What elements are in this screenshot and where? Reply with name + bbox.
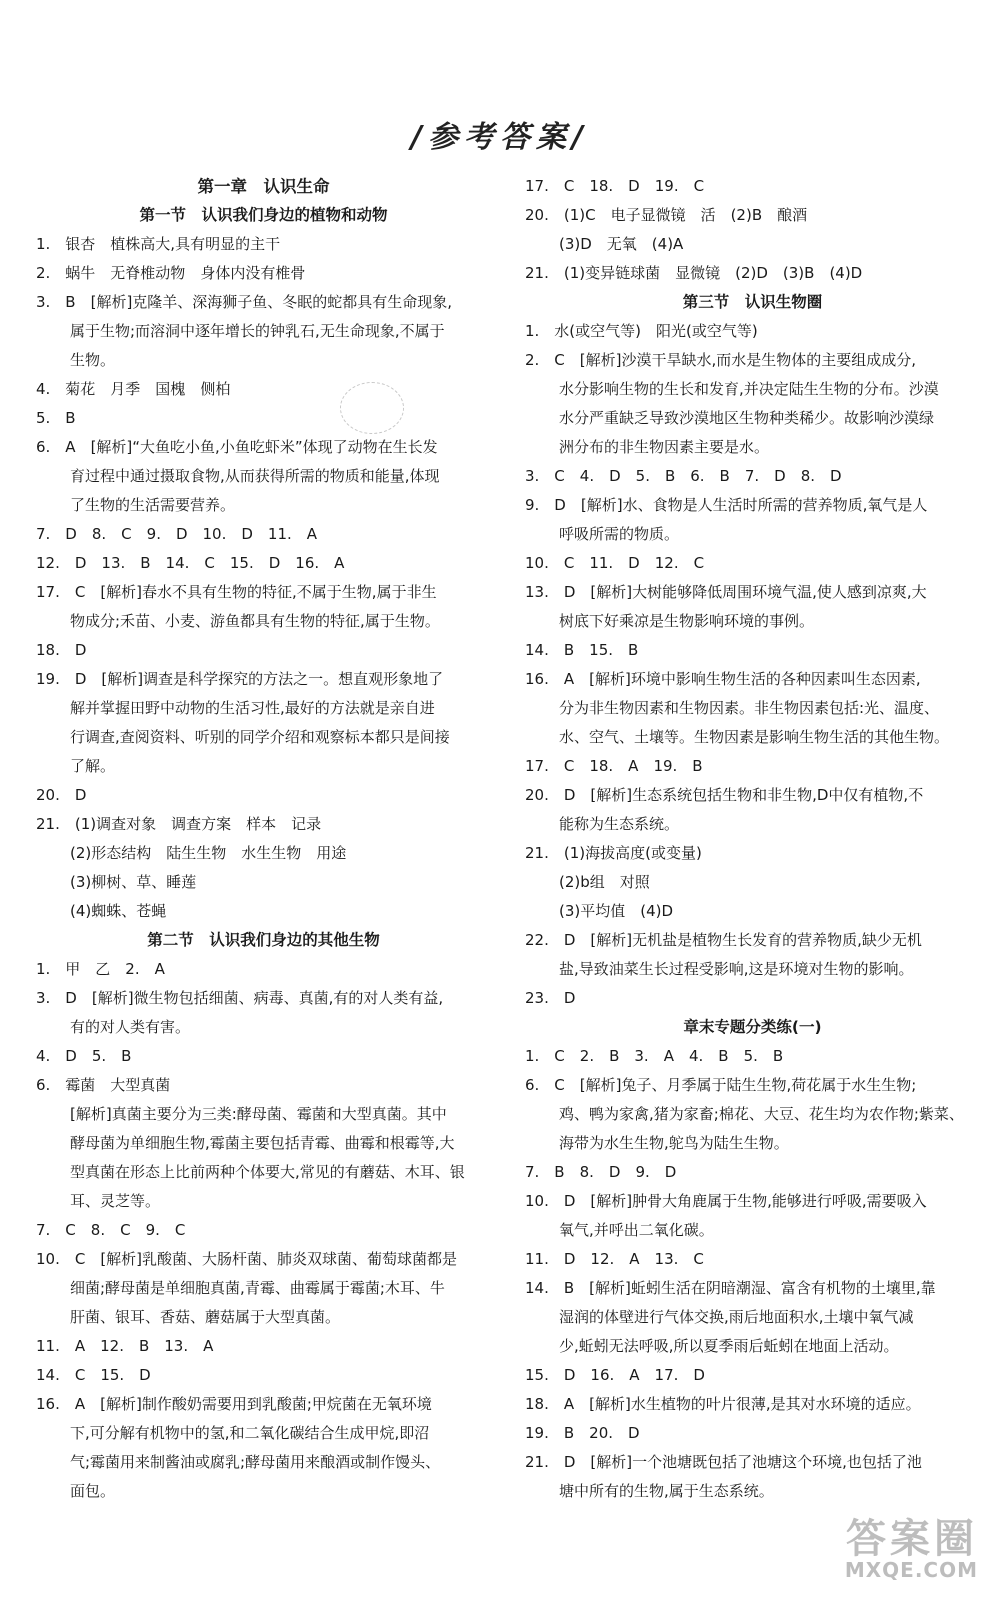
- answer-line: 盐,导致油菜生长过程受影响,这是环境对生物的影响。: [559, 960, 914, 978]
- answer-line: 鸡、鸭为家禽,猪为家畜;棉花、大豆、花生均为农作物;紫菜、: [559, 1105, 964, 1123]
- answer-line: (3)柳树、草、睡莲: [70, 873, 197, 891]
- answer-line: 18. A [解析]水生植物的叶片很薄,是其对水环境的适应。: [525, 1395, 921, 1413]
- answer-line: 2. C [解析]沙漠干旱缺水,而水是生物体的主要组成成分,: [525, 351, 917, 369]
- answer-line: 6. 霉菌 大型真菌: [36, 1076, 171, 1094]
- answer-line: 20. D: [36, 786, 87, 804]
- answer-line: 海带为水生生物,鸵鸟为陆生生物。: [559, 1134, 789, 1152]
- answer-line: 16. A [解析]环境中影响生物生活的各种因素叫生态因素,: [525, 670, 921, 688]
- answer-line: 7. C 8. C 9. C: [36, 1221, 186, 1239]
- answer-line: 有的对人类有害。: [70, 1018, 191, 1036]
- answer-line: 少,蚯蚓无法呼吸,所以夏季雨后蚯蚓在地面上活动。: [559, 1337, 899, 1355]
- answer-line: 13. D [解析]大树能够降低周围环境气温,使人感到凉爽,大: [525, 583, 927, 601]
- answer-line: 洲分布的非生物因素主要是水。: [559, 438, 770, 456]
- answer-line: 6. A [解析]“大鱼吃小鱼,小鱼吃虾米”体现了动物在生长发: [36, 438, 438, 456]
- answer-line: 19. B 20. D: [525, 1424, 640, 1442]
- section-heading: 章末专题分类练(一): [683, 1018, 822, 1036]
- answer-line: 7. D 8. C 9. D 10. D 11. A: [36, 525, 318, 543]
- answer-line: 育过程中通过摄取食物,从而获得所需的物质和能量,体现: [70, 467, 440, 485]
- section-heading: 第一节 认识我们身边的植物和动物: [139, 206, 388, 224]
- answer-line: 14. C 15. D: [36, 1366, 151, 1384]
- answer-line: 水分影响生物的生长和发育,并决定陆生生物的分布。沙漠: [559, 380, 939, 398]
- answer-line: 21. (1)变异链球菌 显微镜 (2)D (3)B (4)D: [525, 264, 863, 282]
- answer-line: 19. D [解析]调查是科学探究的方法之一。想直观形象地了: [36, 670, 444, 688]
- answer-line: 21. (1)海拔高度(或变量): [525, 844, 702, 862]
- answer-line: 肝菌、银耳、香菇、蘑菇属于大型真菌。: [70, 1308, 341, 1326]
- answer-line: 9. D [解析]水、食物是人生活时所需的营养物质,氧气是人: [525, 496, 928, 514]
- answer-line: 型真菌在形态上比前两种个体要大,常见的有蘑菇、木耳、银: [70, 1163, 465, 1181]
- answer-line: 4. 菊花 月季 国槐 侧柏: [36, 380, 231, 398]
- answer-line: 属于生物;而溶洞中逐年增长的钟乳石,无生命现象,不属于: [70, 322, 445, 340]
- answer-line: 21. (1)调查对象 调查方案 样本 记录: [36, 815, 322, 833]
- answer-line: 7. B 8. D 9. D: [525, 1163, 677, 1181]
- answer-line: 面包。: [70, 1482, 116, 1500]
- answer-column-right: [525, 172, 980, 1506]
- section-heading: 第一章 认识生命: [197, 177, 330, 196]
- answer-line: 氧气,并呼出二氧化碳。: [559, 1221, 714, 1239]
- answer-line: 解并掌握田野中动物的生活习性,最好的方法就是亲自进: [70, 699, 435, 717]
- answer-line: 16. A [解析]制作酸奶需要用到乳酸菌;甲烷菌在无氧环境: [36, 1395, 432, 1413]
- answer-line: 分为非生物因素和生物因素。非生物因素包括:光、温度、: [559, 699, 940, 717]
- answer-column-left: [36, 172, 491, 1506]
- answer-line: [解析]真菌主要分为三类:酵母菌、霉菌和大型真菌。其中: [70, 1105, 447, 1123]
- answer-line: 10. C 11. D 12. C: [525, 554, 705, 572]
- watermark-url: MXQE.COM: [844, 1558, 978, 1582]
- answer-line: 17. C [解析]春水不具有生物的特征,不属于生物,属于非生: [36, 583, 437, 601]
- answer-line: 12. D 13. B 14. C 15. D 16. A: [36, 554, 345, 572]
- answer-line: 6. C [解析]兔子、月季属于陆生生物,荷花属于水生生物;: [525, 1076, 917, 1094]
- answer-line: 湿润的体壁进行气体交换,雨后地面积水,土壤中氧气减: [559, 1308, 914, 1326]
- answer-line: 10. D [解析]肿骨大角鹿属于生物,能够进行呼吸,需要吸入: [525, 1192, 927, 1210]
- answer-line: 21. D [解析]一个池塘既包括了池塘这个环境,也包括了池: [525, 1453, 922, 1471]
- answer-line: 11. D 12. A 13. C: [525, 1250, 704, 1268]
- answer-line: 1. C 2. B 3. A 4. B 5. B: [525, 1047, 784, 1065]
- answer-line: (3)D 无氧 (4)A: [559, 235, 684, 253]
- section-heading: 第三节 认识生物圈: [682, 293, 823, 311]
- answer-line: (2)b组 对照: [559, 873, 650, 891]
- answer-line: 5. B: [36, 409, 76, 427]
- answer-line: 14. B 15. B: [525, 641, 639, 659]
- answer-line: 17. C 18. A 19. B: [525, 757, 703, 775]
- answer-line: 下,可分解有机物中的氢,和二氧化碳结合生成甲烷,即沼: [70, 1424, 430, 1442]
- answer-line: 10. C [解析]乳酸菌、大肠杆菌、肺炎双球菌、葡萄球菌都是: [36, 1250, 458, 1268]
- answer-line: 20. (1)C 电子显微镜 活 (2)B 酿酒: [525, 206, 808, 224]
- answer-line: 3. D [解析]微生物包括细菌、病毒、真菌,有的对人类有益,: [36, 989, 444, 1007]
- answer-line: 生物。: [70, 351, 116, 369]
- answer-line: (4)蜘蛛、苍蝇: [70, 902, 167, 920]
- answer-line: (3)平均值 (4)D: [559, 902, 674, 920]
- answer-line: (2)形态结构 陆生生物 水生生物 用途: [70, 844, 347, 862]
- answer-line: 11. A 12. B 13. A: [36, 1337, 214, 1355]
- answer-line: 细菌;酵母菌是单细胞真菌,青霉、曲霉属于霉菌;木耳、牛: [70, 1279, 445, 1297]
- answer-line: 17. C 18. D 19. C: [525, 177, 705, 195]
- answer-line: 塘中所有的生物,属于生态系统。: [559, 1482, 774, 1500]
- stamp-seal: [340, 382, 404, 434]
- answer-line: 20. D [解析]生态系统包括生物和非生物,D中仅有植物,不: [525, 786, 924, 804]
- section-heading: 第二节 认识我们身边的其他生物: [147, 931, 380, 949]
- answer-line: 2. 蜗牛 无脊椎动物 身体内没有椎骨: [36, 264, 306, 282]
- answer-line: 1. 银杏 植株高大,具有明显的主干: [36, 235, 281, 253]
- answer-line: 了解。: [70, 757, 116, 775]
- answer-line: 4. D 5. B: [36, 1047, 132, 1065]
- answer-line: 能称为生态系统。: [559, 815, 680, 833]
- answer-line: 1. 水(或空气等) 阳光(或空气等): [525, 322, 758, 340]
- answer-line: 23. D: [525, 989, 576, 1007]
- answer-line: 酵母菌为单细胞生物,霉菌主要包括青霉、曲霉和根霉等,大: [70, 1134, 455, 1152]
- answer-line: 3. C 4. D 5. B 6. B 7. D 8. D: [525, 467, 842, 485]
- answer-line: 水分严重缺乏导致沙漠地区生物种类稀少。故影响沙漠绿: [559, 409, 935, 427]
- answer-line: 了生物的生活需要营养。: [70, 496, 236, 514]
- watermark-logo-text: 答案圈: [846, 1516, 978, 1562]
- answer-line: 14. B [解析]蚯蚓生活在阴暗潮湿、富含有机物的土壤里,靠: [525, 1279, 936, 1297]
- site-watermark: [788, 1518, 978, 1580]
- answer-line: 1. 甲 乙 2. A: [36, 960, 165, 978]
- answer-line: 呼吸所需的物质。: [559, 525, 680, 543]
- answer-line: 行调查,查阅资料、听别的同学介绍和观察标本都只是间接: [70, 728, 450, 746]
- answer-line: 树底下好乘凉是生物影响环境的事例。: [559, 612, 815, 630]
- page-title: /参考答案/: [411, 120, 589, 155]
- answer-line: 3. B [解析]克隆羊、深海狮子鱼、冬眠的蛇都具有生命现象,: [36, 293, 453, 311]
- answer-line: 15. D 16. A 17. D: [525, 1366, 705, 1384]
- answer-line: 水、空气、土壤等。生物因素是影响生物生活的其他生物。: [559, 728, 950, 746]
- answer-line: 22. D [解析]无机盐是植物生长发育的营养物质,缺少无机: [525, 931, 922, 949]
- answer-line: 物成分;禾苗、小麦、游鱼都具有生物的特征,属于生物。: [70, 612, 440, 630]
- answer-line: 气;霉菌用来制酱油或腐乳;酵母菌用来酿酒或制作馒头、: [70, 1453, 441, 1471]
- answer-line: 18. D: [36, 641, 87, 659]
- answer-line: 耳、灵芝等。: [70, 1192, 161, 1210]
